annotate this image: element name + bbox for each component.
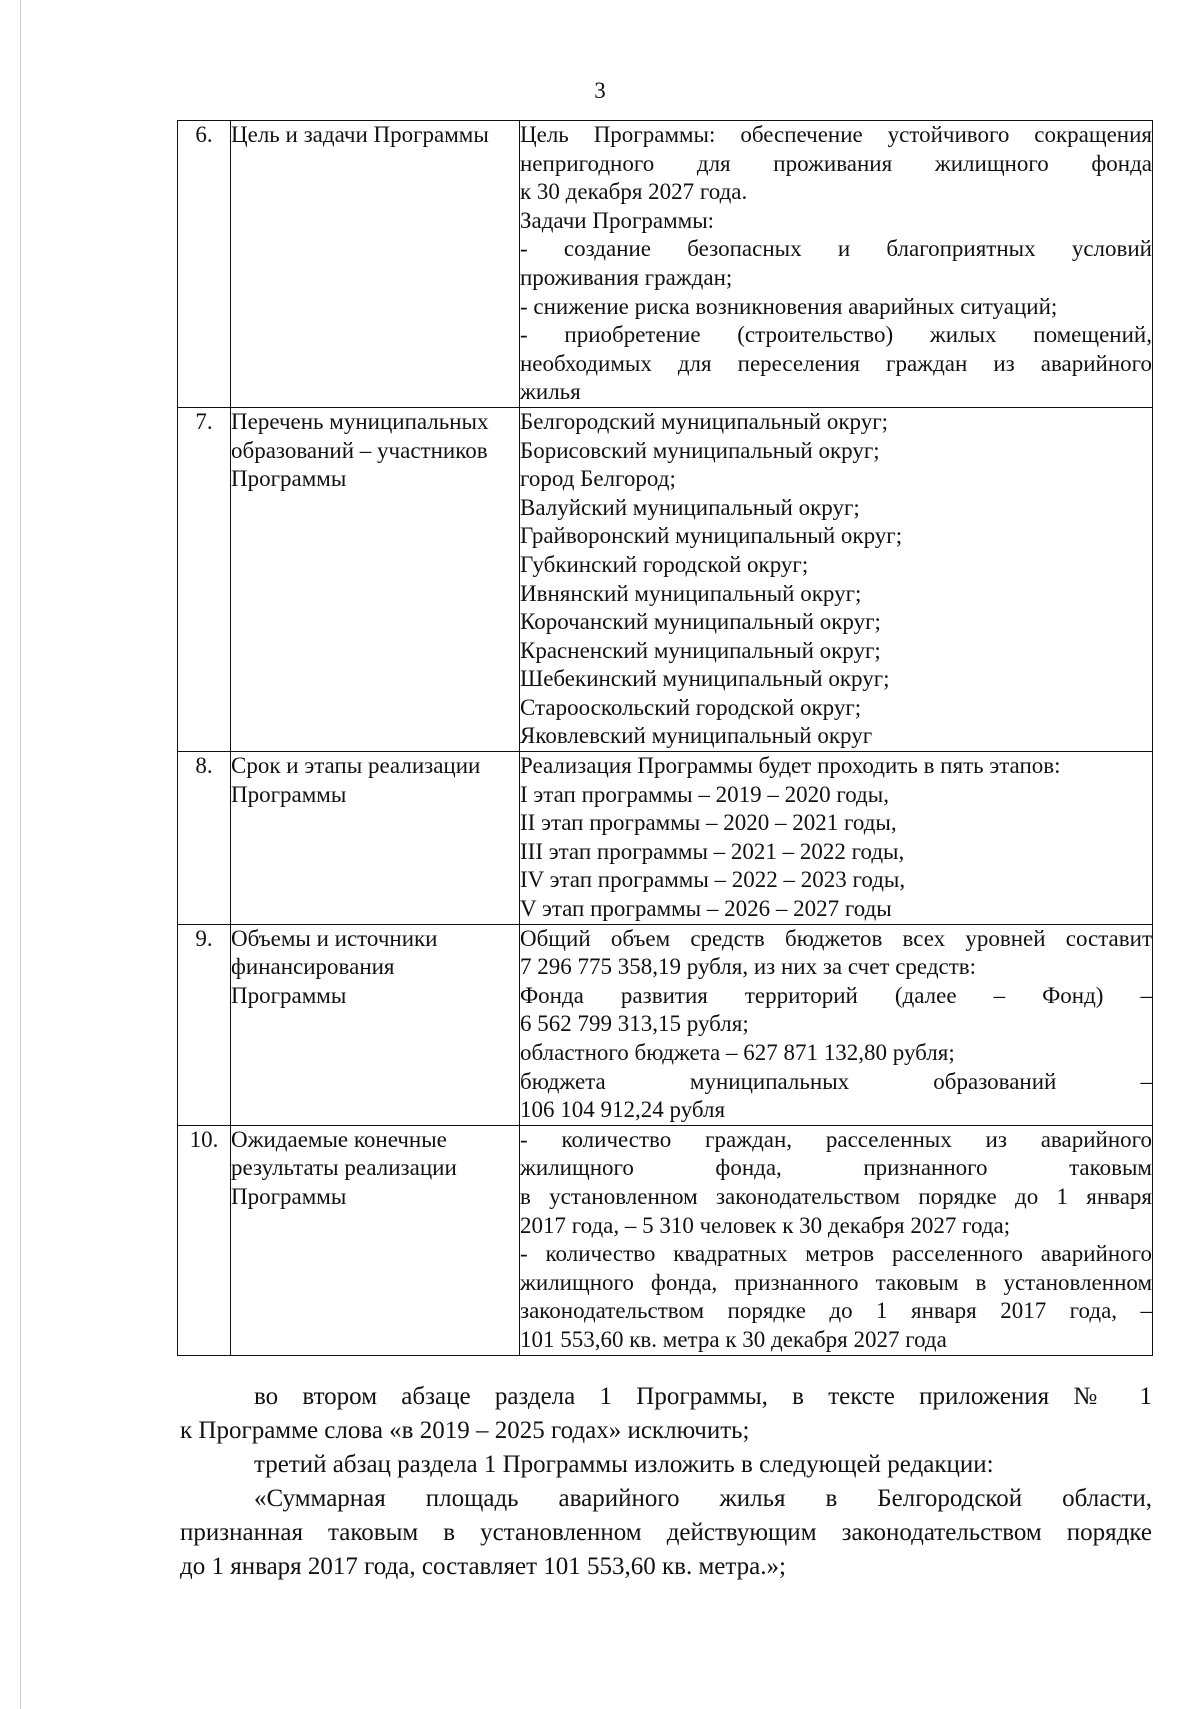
content-line: 101 553,60 кв. метра к 30 декабря 2027 года — [520, 1326, 947, 1352]
paragraph-line: до 1 января 2017 года, составляет 101 553,60 кв. метра.»; — [180, 1553, 786, 1580]
content-line: Губкинский городской округ; — [520, 551, 809, 577]
row-name-line: финансирования — [231, 954, 395, 980]
table-row — [178, 121, 1153, 408]
row-name — [231, 1125, 520, 1355]
content-line: 7 296 775 358,19 рубля, из них за счет средств: — [520, 954, 977, 980]
row-name — [231, 924, 520, 1125]
table-row — [178, 1125, 1153, 1355]
row-number: 10. — [178, 1125, 231, 1355]
content-line: Шебекинский муниципальный округ; — [520, 666, 890, 692]
content-line: 106 104 912,24 рубля — [520, 1097, 726, 1123]
row-name-line: Программы — [231, 982, 347, 1008]
content-line: Задачи Программы: — [520, 207, 715, 233]
content-line: I этап программы – 2019 – 2020 годы, — [520, 781, 889, 807]
content-line: областного бюджета – 627 871 132,80 рубля; — [520, 1040, 955, 1065]
row-name-line: результаты реализации — [231, 1155, 457, 1181]
row-number: 9. — [178, 924, 231, 1125]
row-content — [520, 752, 1153, 925]
row-number: 8. — [178, 752, 231, 925]
content-line: III этап программы – 2021 – 2022 годы, — [520, 838, 905, 864]
content-line: Корочанский муниципальный округ; — [520, 609, 881, 635]
program-passport-table — [177, 120, 1153, 1356]
content-line: - количество граждан, расселенных из аварийного — [520, 1126, 1152, 1152]
content-line: 6 562 799 313,15 рубля; — [520, 1011, 749, 1037]
content-line: Цель Программы: обеспечение устойчивого сокращения — [520, 122, 1152, 147]
paragraph-line: третий абзац раздела 1 Программы изложить в следующей редакции: — [254, 1451, 994, 1478]
scan-margin-line — [20, 0, 21, 1709]
content-line: Фонда развития территорий (далее – Фонд) – — [520, 982, 1152, 1008]
row-name-line: Ожидаемые конечные — [231, 1126, 447, 1152]
content-line: Красненский муниципальный округ; — [520, 637, 881, 663]
content-line: проживания граждан; — [520, 264, 733, 290]
row-number: 7. — [178, 407, 231, 751]
table-row — [178, 407, 1153, 751]
row-name-line: Программы — [231, 1183, 347, 1209]
paragraph-line: к Программе слова «в 2019 – 2025 годах» исключить; — [180, 1417, 750, 1444]
content-line: к 30 декабря 2027 года. — [520, 179, 748, 205]
row-content — [520, 121, 1153, 408]
page-number: 3 — [594, 78, 606, 103]
content-line: необходимых для переселения граждан из аварийного — [520, 350, 1152, 376]
row-name-line: Программы — [231, 466, 347, 492]
content-line: Яковлевский муниципальный округ — [520, 723, 873, 749]
row-content — [520, 924, 1153, 1125]
paragraph-line: «Суммарная площадь аварийного жилья в Белгородской области, — [254, 1485, 1152, 1512]
content-line: законодательством порядке до 1 января 2017 года, – — [520, 1298, 1152, 1324]
row-name-line: Программы — [231, 781, 347, 807]
content-line: - приобретение (строительство) жилых помещений, — [520, 322, 1152, 348]
content-line: Реализация Программы будет проходить в пять этапов: — [520, 753, 1061, 779]
row-content — [520, 407, 1153, 751]
content-line: II этап программы – 2020 – 2021 годы, — [520, 810, 897, 836]
content-line: жилья — [520, 379, 581, 405]
content-line: - снижение риска возникновения аварийных ситуаций; — [520, 293, 1058, 319]
row-name-line: Объемы и источники — [231, 925, 438, 951]
table-row — [178, 752, 1153, 925]
row-name-line: Перечень муниципальных — [231, 408, 489, 434]
content-line: V этап программы – 2026 – 2027 годы — [520, 896, 892, 922]
content-line: жилищного фонда, признанного таковым в установленном — [520, 1269, 1152, 1295]
content-line: непригодного для проживания жилищного фонда — [520, 150, 1152, 176]
content-line: 2017 года, – 5 310 человек к 30 декабря 2027 года; — [520, 1212, 1011, 1238]
content-line: Борисовский муниципальный округ; — [520, 437, 880, 463]
row-name — [231, 407, 520, 751]
content-line: в установленном законодательством порядке до 1 января — [520, 1183, 1152, 1209]
row-name-line: Срок и этапы реализации — [231, 753, 481, 779]
content-line: Общий объем средств бюджетов всех уровней составит — [520, 925, 1152, 951]
content-line: Белгородский муниципальный округ; — [520, 408, 889, 434]
content-line: - создание безопасных и благоприятных условий — [520, 236, 1152, 262]
amendment-text — [180, 1380, 1152, 1584]
content-line: - количество квадратных метров расселенного аварийного — [520, 1241, 1152, 1267]
content-line: Валуйский муниципальный округ; — [520, 494, 860, 520]
row-name-line: Цель и задачи Программы — [231, 122, 489, 147]
paragraph-line: во втором абзаце раздела 1 Программы, в тексте приложения № 1 — [254, 1383, 1152, 1410]
row-content — [520, 1125, 1153, 1355]
paragraph-line: признанная таковым в установленном действующим законодательством порядке — [180, 1519, 1152, 1546]
content-line: Грайворонский муниципальный округ; — [520, 523, 903, 549]
content-line: Старооскольский городской округ; — [520, 694, 862, 720]
content-line: город Белгород; — [520, 466, 676, 492]
content-line: Ивнянский муниципальный округ; — [520, 580, 862, 606]
row-name-line: образований – участников — [231, 437, 488, 463]
table-row — [178, 924, 1153, 1125]
content-line: жилищного фонда, признанного таковым — [520, 1155, 1152, 1181]
row-number: 6. — [178, 121, 231, 408]
content-line: IV этап программы – 2022 – 2023 годы, — [520, 867, 906, 893]
row-name — [231, 121, 520, 408]
content-line: бюджета муниципальных образований – — [520, 1068, 1152, 1094]
row-name — [231, 752, 520, 925]
